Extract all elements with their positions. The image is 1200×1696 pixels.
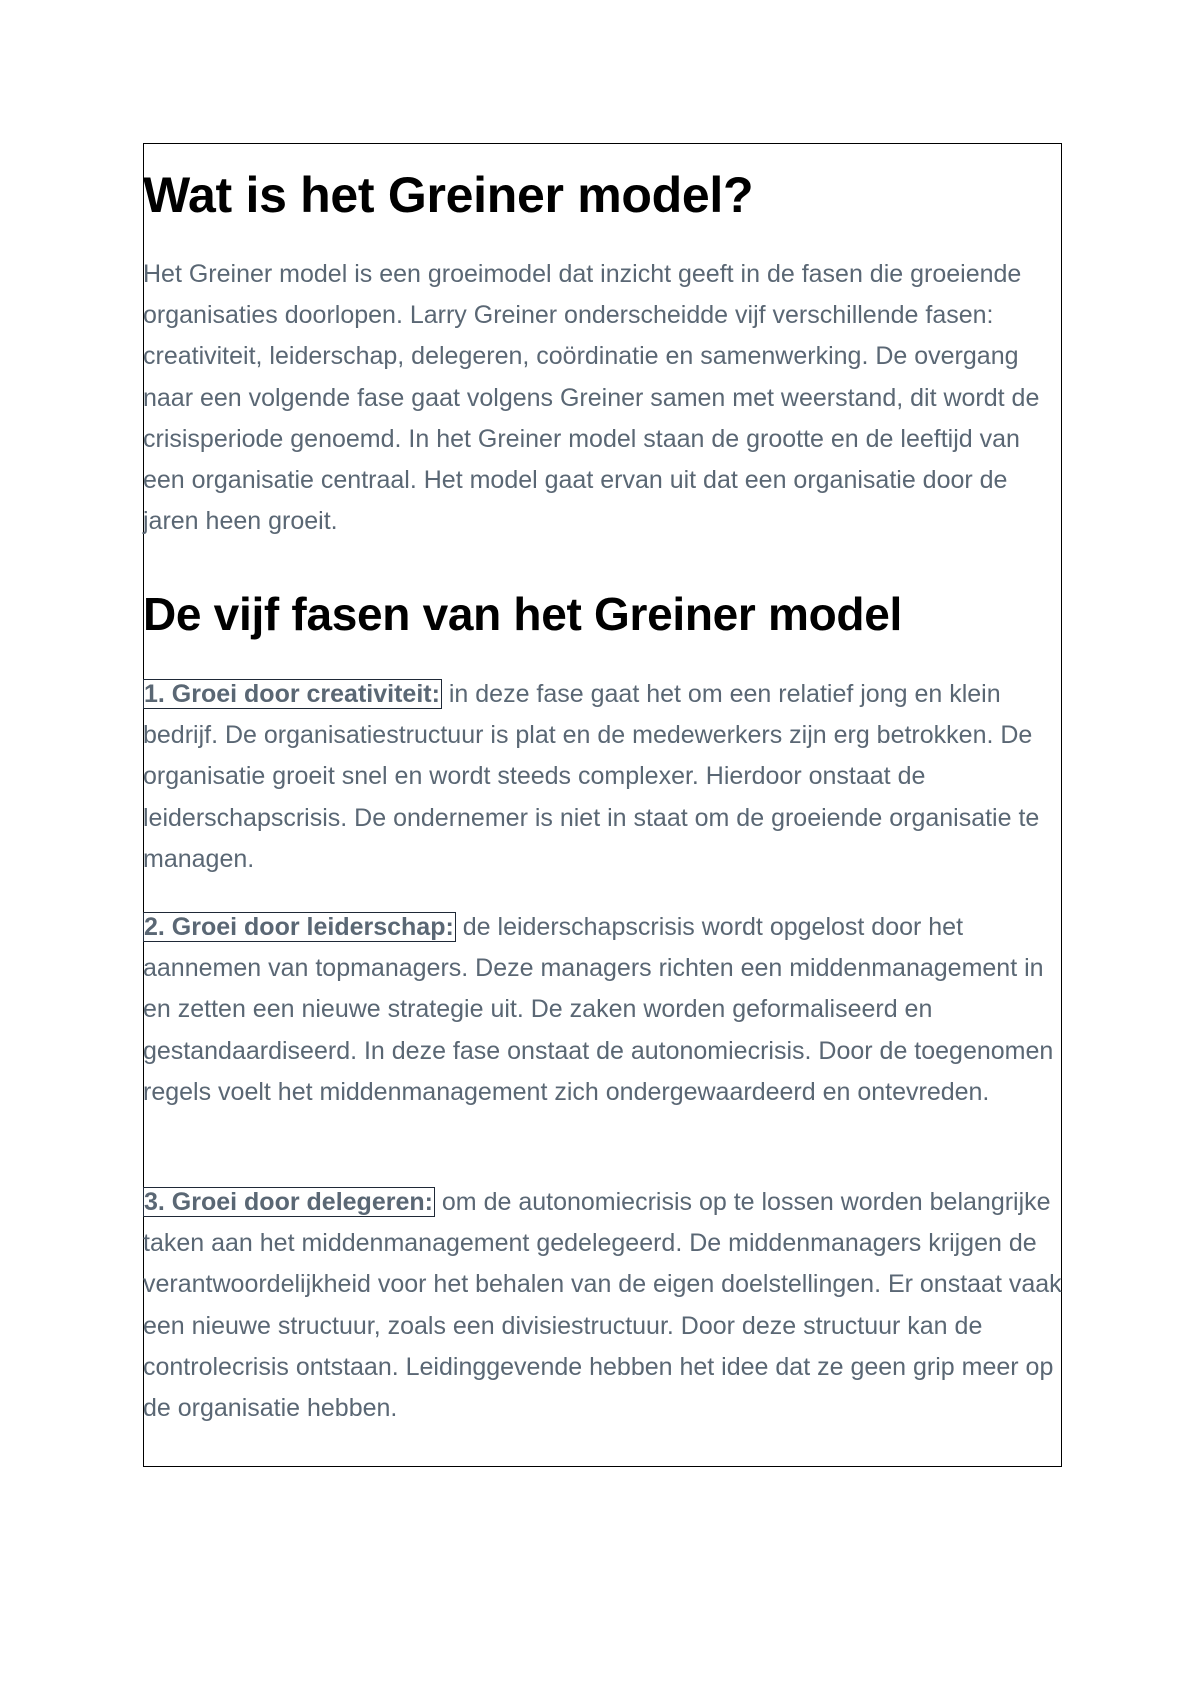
phase-paragraph-2 — [143, 907, 1062, 1113]
page-title: Wat is het Greiner model? — [143, 167, 754, 223]
phase-title-3[interactable]: 3. Groei door delegeren: — [144, 1188, 433, 1216]
phase-title-1[interactable]: 1. Groei door creativiteit: — [144, 680, 440, 708]
phase-title-2[interactable]: 2. Groei door leiderschap: — [144, 913, 454, 941]
section-heading: De vijf fasen van het Greiner model — [143, 588, 902, 640]
phase-text-3: om de autonomiecrisis op te lossen worden belangrijke taken aan het middenmanagement gedelegeerd. De middenmanagers krijgen de verantwoordelijkheid voor het behalen van de eigen doelstellingen. Er onstaat vaak een nieuwe structuur, zoals een divisiestructuur. Door deze structuur kan de controlecrisis ontstaan. Leidinggevende hebben het idee dat ze geen grip meer op de organisatie hebben. — [143, 1188, 1062, 1423]
phase-text-2: de leiderschapscrisis wordt opgelost door het aannemen van topmanagers. Deze managers richten een middenmanagement in en zetten een nieuwe strategie uit. De zaken worden geformaliseerd en gestandaardiseerd. In deze fase onstaat de autonomiecrisis. Door de toegenomen regels voelt het middenmanagement zich ondergewaardeerd en ontevreden. — [143, 913, 1054, 1106]
phase-paragraph-3 — [143, 1182, 1062, 1429]
phase-paragraph-1 — [143, 674, 1062, 880]
intro-paragraph: Het Greiner model is een groeimodel dat inzicht geeft in de fasen die groeiende organisaties doorlopen. Larry Greiner onderscheidde vijf verschillende fasen: creativiteit, leiderschap, delegeren, coördinatie en samenwerking. De overgang naar een volgende fase gaat volgens Greiner samen met weerstand, dit wordt de crisisperiode genoemd. In het Greiner model staan de grootte en de leeftijd van een organisatie centraal. Het model gaat ervan uit dat een organisatie door de jaren heen groeit. — [143, 260, 1040, 536]
phase-text-1: in deze fase gaat het om een relatief jong en klein bedrijf. De organisatiestructuur is plat en de medewerkers zijn erg betrokken. De organisatie groeit snel en wordt steeds complexer. Hierdoor onstaat de leiderschapscrisis. De ondernemer is niet in staat om de groeiende organisatie te managen. — [143, 680, 1040, 873]
